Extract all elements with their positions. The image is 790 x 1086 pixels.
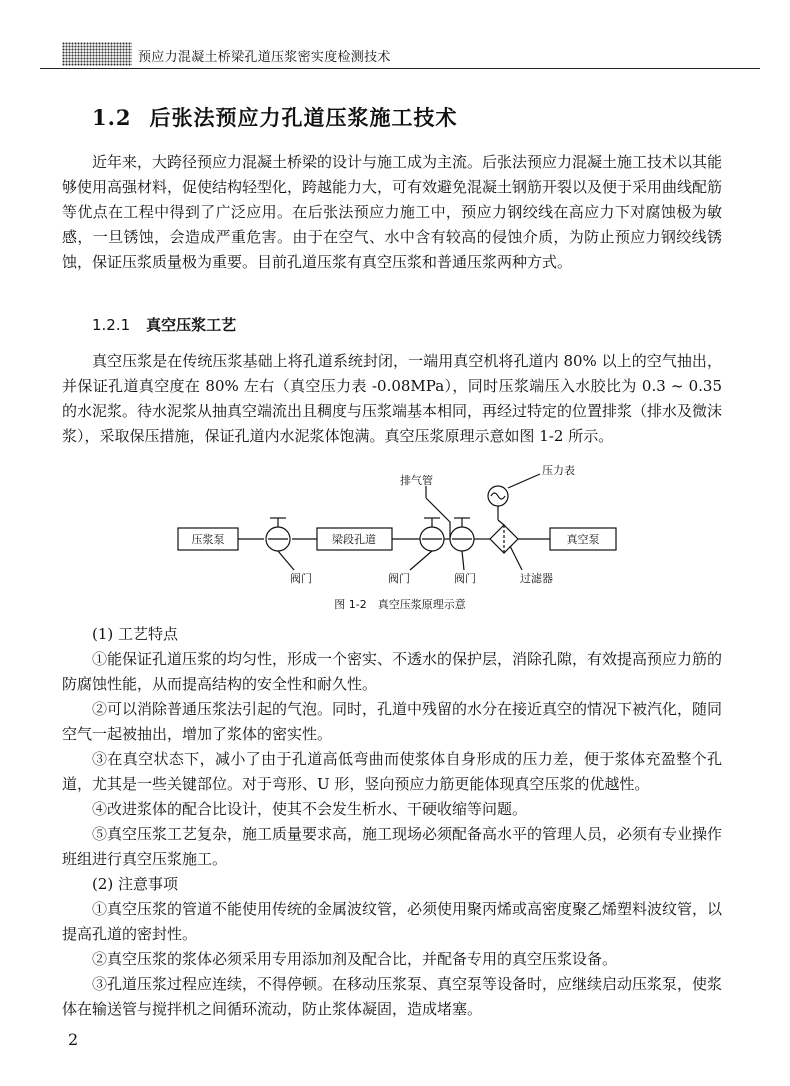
subsection-heading [92,314,236,335]
subsection-number: 1.2.1 [92,316,131,334]
filter-leader [510,546,522,570]
valve-2-label: 阀门 [388,572,410,585]
feature-item-4: ④改进浆体的配合比设计，使其不会发生析水、干硬收缩等问题。 [92,800,528,818]
feature-item-1: ①能保证孔道压浆的均匀性，形成一个密实、不透水的保护层，消除孔隙，有效提高预应力筋的防腐蚀性能，从而提高结构的安全性和耐久性。 [62,650,723,693]
feature-item-5: ⑤真空压浆工艺复杂，施工质量要求高，施工现场必须配备高水平的管理人员，必须有专业操作班组进行真空压浆施工。 [62,825,723,868]
vacuum-grouting-diagram [160,458,640,618]
feature-item-3: ③在真空状态下，减小了由于孔道高低弯曲而使浆体自身形成的压力差，便于浆体充盈整个孔道，尤其是一些关键部位。对于弯形、U 形，竖向预应力筋更能体现真空压浆的优越性。 [62,750,722,793]
feature-item-2: ②可以消除普通压浆法引起的气泡。同时，孔道中残留的水分在接近真空的情况下被汽化，随同空气一起被抽出，增加了浆体的密实性。 [62,700,723,743]
section-number: 1.2 [92,105,132,130]
page-number: 2 [68,1030,79,1049]
intro-paragraph: 近年来，大跨径预应力混凝土桥梁的设计与施工成为主流。后张法预应力混凝土施工技术以其能够使用高强材料，促使结构轻型化，跨越能力大，可有效避免混凝土钢筋开裂以及便于采用曲线配筋等优点在工程中得到了广泛应用。在后张法预应力施工中，预应力钢绞线在高应力下对腐蚀极为敏感，一旦锈蚀，会造成严重危害。由于在空气、水中含有较高的侵蚀介质，为防止预应力钢绞线锈蚀，保证压浆质量极为重要。目前孔道压浆有真空压浆和普通压浆两种方式。 [62,153,723,271]
note-item-3: ③孔道压浆过程应连续，不得停顿。在移动压浆泵、真空泵等设备时，应继续启动压浆泵，使浆体在输送管与搅拌机之间循环流动，防止浆体凝固，造成堵塞。 [62,975,723,1018]
pump-label: 压浆泵 [191,533,225,546]
filter-label: 过滤器 [520,572,553,585]
figure-vacuum-grouting [160,458,640,618]
subsection-title-text: 真空压浆工艺 [146,316,237,334]
section-title-text: 后张法预应力孔道压浆施工技术 [149,105,458,130]
section-heading [92,102,458,132]
running-header [40,38,760,69]
note-item-1: ①真空压浆的管道不能使用传统的金属波纹管，必须使用聚丙烯或高密度聚乙烯塑料波纹管，以提高孔道的密封性。 [62,900,723,943]
figure-caption: 图 1-2 真空压浆原理示意 [334,598,466,611]
duct-label: 梁段孔道 [332,533,376,546]
exhaust-label: 排气管 [400,474,433,487]
vacuum-pump-label: 真空泵 [566,533,600,546]
valve-2-leader [410,551,432,570]
valve-1-leader [278,551,294,570]
filter-symbol [490,525,518,553]
valve-1-label: 阀门 [290,572,312,585]
gauge-leader [508,474,540,488]
vacuum-intro-paragraph: 真空压浆是在传统压浆基础上将孔道系统封闭，一端用真空机将孔道内 80% 以上的空气抽出，并保证孔道真空度在 80% 左右（真空压力表 -0.08MPa），同时压浆端压入水胶比为 0.3 ~ 0.35 的水泥浆。待水泥浆从抽真空端流出且稠度与压浆端基本相同，再经过特定的位置排浆（排水及微沫浆），采取保压措施，保证孔道内水泥浆体饱满。真空压浆原理示意如图 1-2 所示。 [62,352,723,445]
valve-3-label: 阀门 [454,572,476,585]
notes-heading: (2) 注意事项 [92,875,179,893]
header-title: 预应力混凝土桥梁孔道压浆密实度检测技术 [138,50,391,65]
valve-3-leader [462,551,464,570]
gauge-label: 压力表 [542,464,575,477]
features-heading: (1) 工艺特点 [92,625,179,643]
header-dot-pattern [62,42,132,66]
note-item-2: ②真空压浆的浆体必须采用专用添加剂及配合比，并配备专用的真空压浆设备。 [92,950,618,968]
